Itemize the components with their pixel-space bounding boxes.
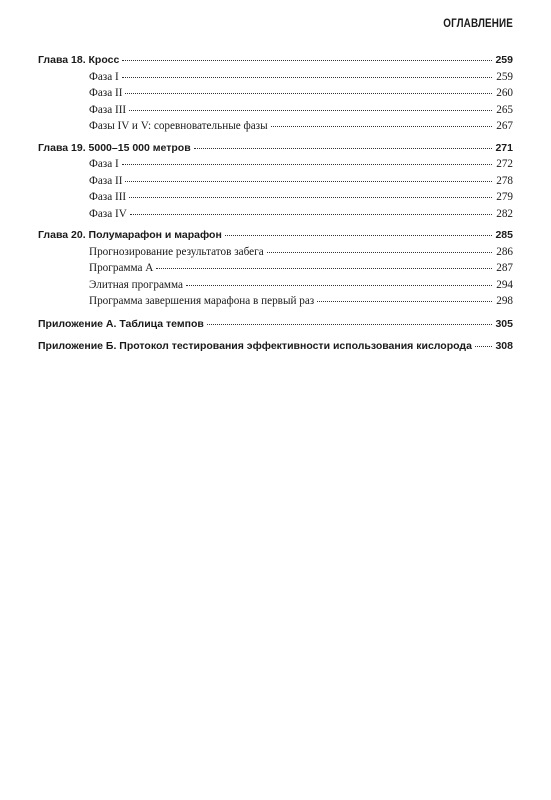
toc-entry-title: Элитная программа xyxy=(89,278,183,291)
dot-leader xyxy=(225,234,492,236)
dot-leader xyxy=(129,109,492,111)
toc-entry-chapter-18[interactable] xyxy=(38,54,513,71)
dot-leader xyxy=(194,147,492,149)
toc-entry-ch20-race-prediction[interactable] xyxy=(38,246,513,263)
toc-entry-ch18-phase-2[interactable] xyxy=(38,87,513,104)
dot-leader xyxy=(156,267,492,269)
toc-entry-title: Фаза II xyxy=(89,87,123,99)
toc-entry-appendix-b[interactable] xyxy=(38,340,513,357)
toc-entry-page: 279 xyxy=(496,191,513,203)
toc-entry-ch18-phase-1[interactable] xyxy=(38,71,513,88)
toc-entry-page: 287 xyxy=(496,262,513,274)
dot-leader xyxy=(271,125,492,127)
toc-entry-page: 259 xyxy=(496,70,513,83)
toc-entry-title: Приложение Б. Протокол тестирования эффективности использования кислорода xyxy=(38,340,472,352)
toc-entry-title: Программа А xyxy=(89,262,154,274)
toc-entry-page: 278 xyxy=(496,174,513,187)
toc-entry-ch20-first-marathon[interactable] xyxy=(38,295,513,312)
toc-entry-ch19-phase-2[interactable] xyxy=(38,175,513,192)
toc-entry-chapter-19[interactable] xyxy=(38,142,513,159)
toc-entry-ch20-program-a[interactable] xyxy=(38,262,513,279)
toc-entry-ch19-phase-3[interactable] xyxy=(38,191,513,208)
toc-entry-page: 260 xyxy=(496,87,513,99)
toc-entry-title: Приложение А. Таблица темпов xyxy=(38,317,204,330)
dot-leader xyxy=(475,345,492,347)
dot-leader xyxy=(130,213,492,215)
toc-entry-ch19-phase-4[interactable] xyxy=(38,208,513,225)
toc-entry-title: Фаза III xyxy=(89,191,127,203)
toc-entry-ch18-phase-3[interactable] xyxy=(38,104,513,121)
dot-leader xyxy=(122,59,492,61)
table-of-contents xyxy=(38,54,513,357)
toc-entry-page: 259 xyxy=(495,54,513,66)
toc-entry-title: Фаза III xyxy=(89,103,127,116)
toc-entry-page: 272 xyxy=(496,158,513,170)
toc-entry-appendix-a[interactable] xyxy=(38,318,513,335)
toc-entry-title: Прогнозирование результатов забега xyxy=(89,245,264,258)
toc-entry-page: 305 xyxy=(495,317,513,330)
toc-entry-chapter-20[interactable] xyxy=(38,229,513,246)
toc-entry-ch20-elite-program[interactable] xyxy=(38,279,513,296)
toc-entry-page: 271 xyxy=(495,141,513,154)
toc-entry-ch19-phase-1[interactable] xyxy=(38,158,513,175)
toc-entry-page: 267 xyxy=(496,120,513,132)
toc-entry-ch18-phases-4-5[interactable] xyxy=(38,120,513,137)
toc-entry-title: Фаза I xyxy=(89,158,119,170)
dot-leader xyxy=(267,251,492,253)
dot-leader xyxy=(207,323,492,325)
dot-leader xyxy=(125,180,492,182)
toc-entry-page: 286 xyxy=(496,245,513,258)
toc-entry-page: 308 xyxy=(495,340,513,352)
toc-entry-page: 282 xyxy=(496,207,513,220)
dot-leader xyxy=(317,300,492,302)
toc-entry-title: Программа завершения марафона в первый раз xyxy=(89,295,315,307)
toc-entry-page: 285 xyxy=(495,229,513,241)
toc-entry-title: Фаза II xyxy=(89,174,123,187)
toc-entry-page: 265 xyxy=(496,103,513,116)
running-header: ОГЛАВЛЕНИЕ xyxy=(443,16,513,30)
toc-entry-page: 294 xyxy=(496,278,513,291)
toc-entry-title: Глава 19. 5000–15 000 метров xyxy=(38,141,191,154)
toc-entry-page: 298 xyxy=(496,295,513,307)
toc-entry-title: Глава 18. Кросс xyxy=(38,54,120,66)
dot-leader xyxy=(125,92,492,94)
dot-leader xyxy=(129,196,492,198)
dot-leader xyxy=(186,284,492,286)
toc-entry-title: Глава 20. Полумарафон и марафон xyxy=(38,229,222,241)
dot-leader xyxy=(122,163,492,165)
toc-entry-title: Фазы IV и V: соревновательные фазы xyxy=(89,120,268,132)
toc-entry-title: Фаза IV xyxy=(89,207,127,220)
toc-entry-title: Фаза I xyxy=(89,70,119,83)
dot-leader xyxy=(122,76,492,78)
